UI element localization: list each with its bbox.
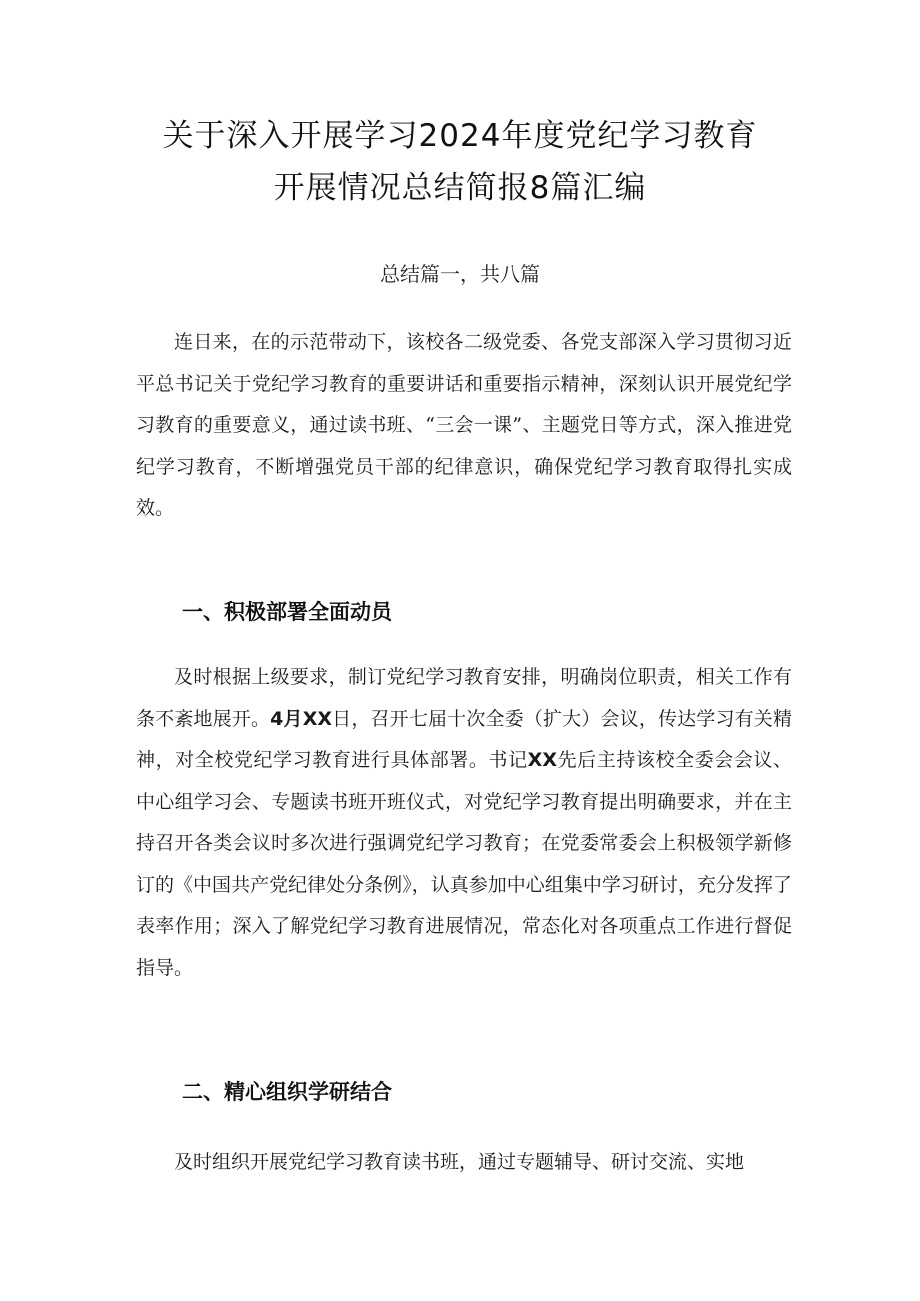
- document-title-line-2: 开展情况总结简报8篇汇编: [273, 170, 647, 206]
- intro-paragraph: 连日来，在的示范带动下，该校各二级党委、各党支部深入学习贯彻习近平总书记关于党纪学习教育的重要讲话和重要指示精神，深刻认识开展党纪学习教育的重要意义，通过读书班、“三会一课”、主题党日等方式，深入推进党纪学习教育，不断增强党员干部的纪律意识，确保党纪学习教育取得扎实成效。: [136, 331, 792, 519]
- section-1-text-b: 日，召开七届十次全委（扩大）会议，传达学习有关精神，对全校党纪学习教育进行具体部署。书记: [136, 707, 792, 771]
- section-1-paragraph: [136, 657, 792, 989]
- section-1-name: XX: [527, 749, 557, 771]
- section-1-heading: 一、积极部署全面动员: [182, 600, 392, 624]
- document-title-line-1: 关于深入开展学习2024年度党纪学习教育: [162, 118, 758, 154]
- section-1-text-a: 及时根据上级要求，制订党纪学习教育安排，明确岗位职责，相关工作有条不紊地展开。: [136, 666, 792, 730]
- section-1-date: 4月XX: [270, 707, 333, 730]
- section-1-text-c: 先后主持该校全委会会议、中心组学习会、专题读书班开班仪式，对党纪学习教育提出明确要求，并在主持召开各类会议时多次进行强调党纪学习教育；在党委常委会上积极领学新修订的《中国共产党纪律处分条例》，认真参加中心组集中学习研讨，充分发挥了表率作用；深入了解党纪学习教育进展情况，常态化对各项重点工作进行督促指导。: [136, 749, 792, 979]
- section-2-paragraph: 及时组织开展党纪学习教育读书班，通过专题辅导、研讨交流、实地: [174, 1151, 745, 1173]
- section-2-heading: 二、精心组织学研结合: [182, 1080, 392, 1104]
- document-subtitle: 总结篇一，共八篇: [380, 262, 540, 286]
